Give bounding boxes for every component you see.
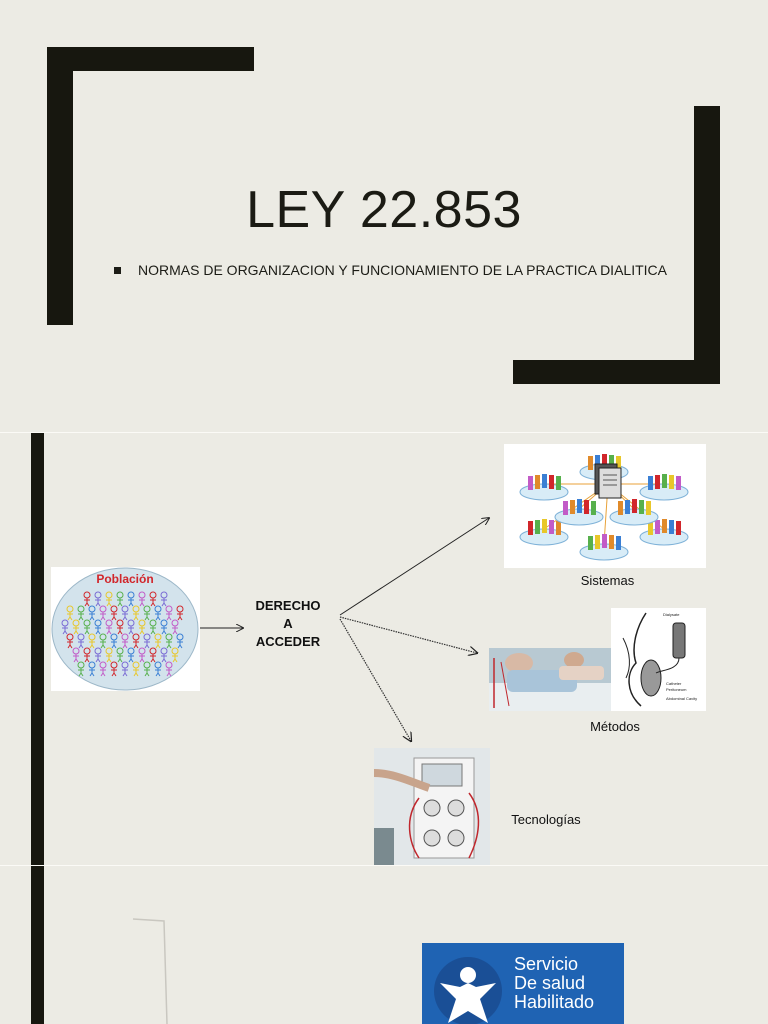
sistemas-image [504, 444, 706, 568]
dialysis-machine-icon [374, 748, 490, 865]
network-person [669, 475, 674, 489]
network-person [609, 535, 614, 549]
diagram-label-peritoneum: Peritoneum [666, 687, 687, 692]
star-person-icon [430, 953, 510, 1024]
network-person [595, 535, 600, 549]
network-person [662, 474, 667, 488]
tecnologias-label: Tecnologías [511, 812, 581, 827]
servicio-badge [422, 943, 624, 1024]
network-person [655, 520, 660, 534]
network-person [535, 520, 540, 534]
metodos-hospital-image [489, 648, 611, 711]
network-person [662, 519, 667, 533]
arrow-to-sistemas [340, 518, 489, 615]
network-person [602, 534, 607, 548]
hospital-patient-icon [489, 648, 611, 711]
frame-bar-right-vertical [694, 106, 720, 384]
network-person [535, 475, 540, 489]
network-person [676, 476, 681, 490]
network-person [528, 521, 533, 535]
network-person [542, 519, 547, 533]
network-person [556, 521, 561, 535]
sistemas-label: Sistemas [580, 573, 635, 588]
network-person [584, 500, 589, 514]
network-person [625, 500, 630, 514]
network-person [542, 474, 547, 488]
derecho-line1: DERECHO [255, 598, 321, 613]
diagram-label-abdominal: Abdominal Cavity [666, 696, 698, 701]
network-person [591, 501, 596, 515]
network-person [646, 501, 651, 515]
diagram-label-dialysate: Dialysate [663, 612, 680, 617]
accent-bar [31, 866, 44, 1024]
badge-line2: De salud [514, 973, 586, 993]
arrow-to-tecnologias [340, 619, 411, 741]
network-person [676, 521, 681, 535]
network-person [616, 536, 621, 550]
network-person [655, 475, 660, 489]
network-person [549, 475, 554, 489]
bullet-text: NORMAS DE ORGANIZACION Y FUNCIONAMIENTO DE LA PRACTICA DIALITICA [138, 262, 667, 278]
network-person [528, 476, 533, 490]
page-title: LEY 22.853 [246, 181, 522, 239]
network-person [648, 476, 653, 490]
bullet-square-icon [114, 267, 121, 274]
frame-bar-left-horizontal [47, 47, 254, 71]
peritoneal-dialysis-diagram-icon [611, 608, 706, 711]
network-person [632, 499, 637, 513]
network-person [669, 520, 674, 534]
slide-diagram [0, 433, 768, 865]
badge-line1: Servicio [514, 954, 579, 974]
network-person [618, 501, 623, 515]
metodos-label: Métodos [590, 719, 640, 734]
frame-bar-right-horizontal [513, 360, 720, 384]
network-person [549, 520, 554, 534]
derecho-line2: A [283, 616, 293, 631]
network-person [577, 499, 582, 513]
badge-line3: Habilitado [514, 992, 595, 1012]
network-person [563, 501, 568, 515]
network-person [556, 476, 561, 490]
tecnologias-image [374, 748, 490, 865]
population-label: Población [96, 572, 154, 586]
metodos-diagram-image [611, 608, 706, 711]
arrow-to-metodos [340, 617, 477, 653]
network-person [588, 536, 593, 550]
derecho-line3: ACCEDER [255, 634, 321, 649]
bullet-item [114, 262, 667, 278]
slide-servicio [0, 866, 768, 1024]
diagram-label-catheter: Catheter [666, 681, 682, 686]
network-person [570, 500, 575, 514]
network-person [588, 456, 593, 470]
network-person [639, 500, 644, 514]
thin-frame-line [130, 866, 190, 1024]
derecho-label [244, 597, 332, 651]
network-people-icon [504, 444, 706, 568]
slide-title [0, 0, 768, 432]
